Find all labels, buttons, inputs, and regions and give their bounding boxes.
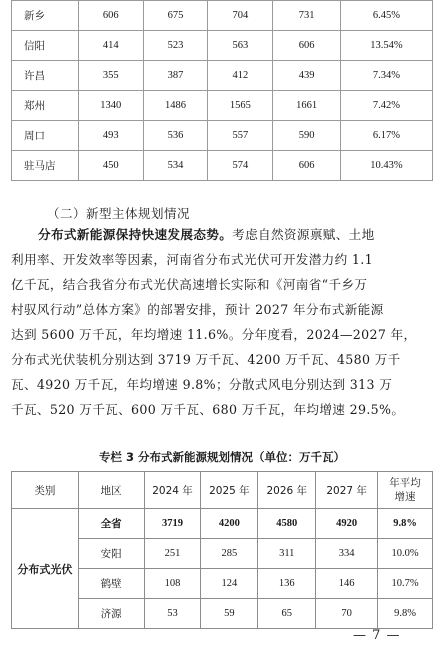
table-row (12, 151, 433, 181)
value-cell: 251 (144, 539, 201, 569)
value-cell: 53 (144, 599, 201, 629)
rate-cell: 9.8% (378, 509, 433, 539)
value-cell: 124 (201, 569, 258, 599)
value-cell: 108 (144, 569, 201, 599)
header-average-rate (378, 472, 433, 509)
table-row (12, 121, 433, 151)
value-cell: 731 (273, 1, 341, 31)
value-cell: 606 (273, 31, 341, 61)
table-row (12, 61, 433, 91)
table-row (12, 91, 433, 121)
header-area: 地区 (78, 472, 144, 509)
table-header-row (12, 472, 433, 509)
value-cell: 590 (273, 121, 341, 151)
rate-cell: 6.17% (340, 121, 432, 151)
value-cell: 606 (273, 151, 341, 181)
rate-cell: 6.45% (340, 1, 432, 31)
value-cell: 536 (143, 121, 208, 151)
value-cell: 563 (208, 31, 273, 61)
area-cell: 济源 (78, 599, 144, 629)
rate-cell: 7.42% (340, 91, 432, 121)
value-cell: 387 (143, 61, 208, 91)
paragraph-line: 达到 5600 万千瓦，年均增速 11.6%。分年度看，2024—2027 年， (11, 327, 417, 342)
distributed-energy-table (11, 471, 433, 629)
table-row (12, 509, 433, 539)
value-cell: 574 (208, 151, 273, 181)
value-cell: 136 (258, 569, 316, 599)
region-cell: 许昌 (12, 61, 79, 91)
paragraph-text: 考虑自然资源禀赋、土地 (232, 227, 375, 242)
value-cell: 65 (258, 599, 316, 629)
header-2026: 2026 年 (258, 472, 316, 509)
value-cell: 311 (258, 539, 316, 569)
region-cell: 周口 (12, 121, 79, 151)
header-category: 类别 (12, 472, 79, 509)
value-cell: 704 (208, 1, 273, 31)
value-cell: 557 (208, 121, 273, 151)
value-cell: 355 (78, 61, 143, 91)
value-cell: 414 (78, 31, 143, 61)
rate-cell: 10.0% (378, 539, 433, 569)
value-cell: 412 (208, 61, 273, 91)
header-2024: 2024 年 (144, 472, 201, 509)
area-cell: 安阳 (78, 539, 144, 569)
region-cell: 郑州 (12, 91, 79, 121)
paragraph-line: 村驭风行动”总体方案》的部署安排，预计 2027 年分布式新能源 (11, 302, 384, 317)
value-cell: 675 (143, 1, 208, 31)
value-cell: 70 (316, 599, 378, 629)
paragraph-line: 利用率、开发效率等因素，河南省分布式光伏可开发潜力约 1.1 (11, 252, 373, 267)
value-cell: 4920 (316, 509, 378, 539)
table-row (12, 1, 433, 31)
value-cell: 334 (316, 539, 378, 569)
region-cell: 新乡 (12, 1, 79, 31)
special-box-title: 专栏 3 分布式新能源规划情况（单位：万千瓦） (98, 450, 345, 464)
rate-cell: 13.54% (340, 31, 432, 61)
value-cell: 534 (143, 151, 208, 181)
header-2025: 2025 年 (201, 472, 258, 509)
value-cell: 439 (273, 61, 341, 91)
section-heading: （二）新型主体规划情况 (47, 206, 191, 221)
header-rate-line1: 年平均 (389, 477, 421, 489)
region-cell: 驻马店 (12, 151, 79, 181)
value-cell: 1340 (78, 91, 143, 121)
value-cell: 450 (78, 151, 143, 181)
value-cell: 493 (78, 121, 143, 151)
value-cell: 3719 (144, 509, 201, 539)
regional-table-continued (11, 0, 433, 181)
value-cell: 1565 (208, 91, 273, 121)
header-2027: 2027 年 (316, 472, 378, 509)
paragraph-line: 瓦、4920 万千瓦，年均增速 9.8%；分散式风电分别达到 313 万 (11, 377, 393, 392)
area-cell: 鹤壁 (78, 569, 144, 599)
paragraph-line (11, 222, 435, 247)
paragraph-line: 千瓦、520 万千瓦、600 万千瓦、680 万千瓦，年均增速 29.5%。 (11, 402, 405, 417)
value-cell: 1486 (143, 91, 208, 121)
rate-cell: 7.34% (340, 61, 432, 91)
page-number: — 7 — (353, 628, 401, 643)
paragraph-line: 分布式光伏装机分别达到 3719 万千瓦、4200 万千瓦、4580 万千 (11, 352, 401, 367)
area-cell: 全省 (78, 509, 144, 539)
value-cell: 606 (78, 1, 143, 31)
bold-lead: 分布式新能源保持快速发展态势。 (38, 227, 233, 242)
header-rate-line2: 增速 (394, 491, 416, 503)
value-cell: 523 (143, 31, 208, 61)
region-cell: 信阳 (12, 31, 79, 61)
value-cell: 1661 (273, 91, 341, 121)
value-cell: 285 (201, 539, 258, 569)
value-cell: 146 (316, 569, 378, 599)
value-cell: 4200 (201, 509, 258, 539)
table-row (12, 31, 433, 61)
category-cell: 分布式光伏 (12, 509, 79, 629)
paragraph-line: 亿千瓦，结合我省分布式光伏高速增长实际和《河南省“千乡万 (11, 277, 368, 292)
rate-cell: 10.43% (340, 151, 432, 181)
value-cell: 59 (201, 599, 258, 629)
value-cell: 4580 (258, 509, 316, 539)
rate-cell: 9.8% (378, 599, 433, 629)
rate-cell: 10.7% (378, 569, 433, 599)
body-paragraph (11, 222, 435, 422)
